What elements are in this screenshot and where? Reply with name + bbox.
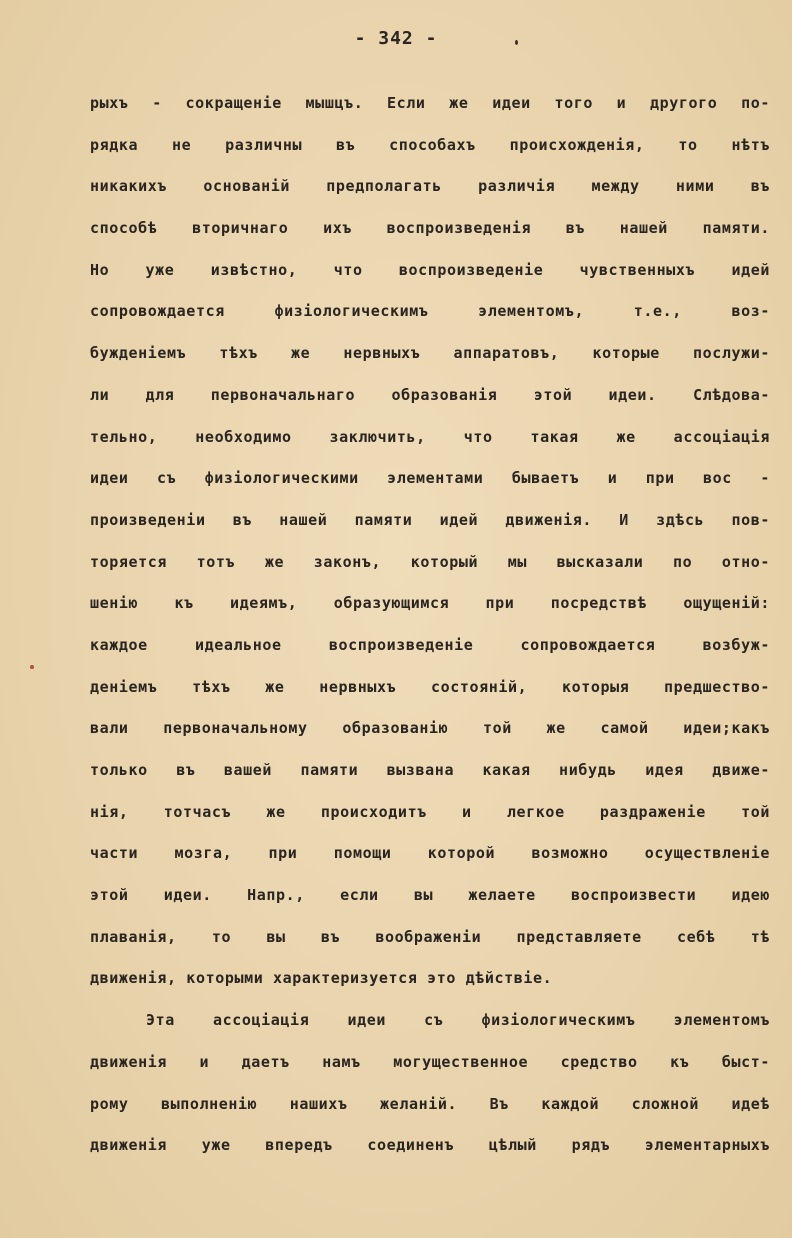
text-line: сопровождается физіологическимъ элементомъ, т.е., воз- [90,302,770,321]
text-line: части мозга, при помощи которой возможно осуществленіе [90,844,770,863]
text-line: нія, тотчасъ же происходитъ и легкое раздраженіе той [90,802,770,821]
text-line: торяется тотъ же законъ, который мы высказали по отно- [90,552,770,571]
text-line: каждое идеальное воспроизведеніе сопровождается возбуж- [90,635,770,654]
text-line: рыхъ - сокращеніе мышцъ. Если же идеи того и другого по- [90,94,770,112]
paragraph-1 [90,93,770,1010]
text-line: деніемъ тѣхъ же нервныхъ состояній, которыя предшество- [90,677,770,696]
text-line: движенія, которыми характеризуется это дѣйствіе. [90,969,553,988]
text-line: вали первоначальному образованію той же самой идеи;какъ [90,719,770,738]
text-line: Но уже извѣстно, что воспроизведеніе чувственныхъ идей [90,260,770,279]
text-line: Эта ассоціація идеи съ физіологическимъ элементомъ [146,1011,770,1030]
text-line: никакихъ основаній предполагать различія между ними въ [90,177,770,196]
ink-speck [515,40,518,45]
text-line: шенію къ идеямъ, образующимся при посредствѣ ощущеній: [90,594,770,613]
text-line: этой идеи. Напр., если вы желаете воспроизвести идею [90,886,770,905]
text-line: движенія уже впередъ соединенъ цѣлый рядъ элементарныхъ [90,1136,770,1155]
text-line: ли для первоначальнаго образованія этой идеи. Слѣдова- [90,385,770,404]
text-line: бужденіемъ тѣхъ же нервныхъ аппаратовъ, которые послужи- [90,344,770,363]
text-line: произведеніи въ нашей памяти идей движенія. И здѣсь пов- [90,510,770,529]
text-line: рядка не различны въ способахъ происхожденія, то нѣтъ [90,135,770,154]
body-text [90,93,770,1177]
text-line: тельно, необходимо заключить, что такая же ассоціація [90,427,770,446]
paragraph-2 [90,1010,770,1177]
ink-speck [30,665,34,669]
text-line: только въ вашей памяти вызвана какая нибудь идея движе- [90,761,770,779]
text-line: способѣ вторичнаго ихъ воспроизведенія въ нашей памяти. [90,219,770,238]
text-line: рому выполненію нашихъ желаній. Въ каждой сложной идеѣ [90,1094,770,1113]
page-number: - 342 - [354,28,438,49]
text-line: движенія и даетъ намъ могущественное средство къ быст- [90,1052,770,1071]
text-line: плаванія, то вы въ воображеніи представляете себѣ тѣ [90,927,770,946]
text-line: идеи съ физіологическими элементами бываетъ и при вос - [90,469,770,488]
